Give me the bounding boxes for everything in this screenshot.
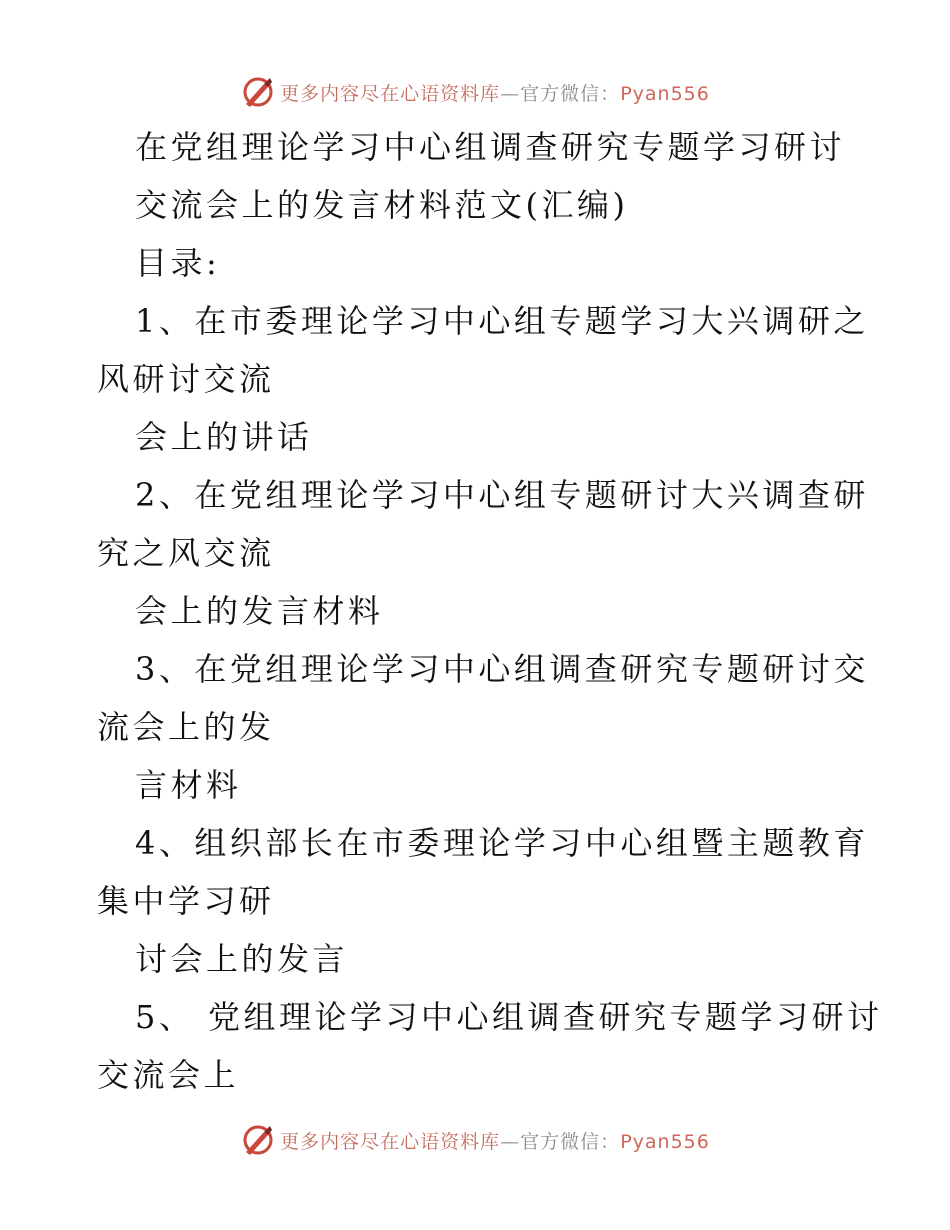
watermark-label: 官方微信： (520, 1130, 621, 1153)
watermark-header (0, 72, 950, 112)
watermark-footer (0, 1120, 950, 1160)
toc-item-1-line-a: 1、在市委理论学习中心组专题学习大兴调研之 (135, 302, 869, 340)
pen-circle-logo-icon (240, 1122, 276, 1158)
watermark-text (280, 1127, 710, 1154)
toc-item-5-line-a: 5、 党组理论学习中心组调查研究专题学习研讨 (135, 998, 883, 1036)
watermark-text (280, 79, 710, 106)
document-title-line-1: 在党组理论学习中心组调查研究专题学习研讨 (135, 128, 846, 166)
toc-item-3-line-b: 流会上的发 (97, 708, 275, 746)
toc-heading: 目录: (135, 244, 221, 282)
pen-circle-logo-icon (240, 74, 276, 110)
document-body (97, 118, 883, 1104)
toc-item-1-line-c: 会上的讲话 (135, 418, 313, 456)
watermark-label: 官方微信： (520, 82, 621, 105)
toc-item-5-line-b: 交流会上 (97, 1056, 240, 1094)
toc-item-4-line-c: 讨会上的发言 (135, 940, 349, 978)
watermark-separator: — (500, 1130, 521, 1153)
toc-item-3-line-a: 3、在党组理论学习中心组调查研究专题研讨交 (135, 650, 869, 688)
watermark-id: Pyan556 (620, 82, 710, 105)
watermark-brand: 更多内容尽在心语资料库 (280, 1130, 501, 1153)
watermark-brand: 更多内容尽在心语资料库 (280, 82, 501, 105)
toc-item-3-line-c: 言材料 (135, 766, 242, 804)
toc-item-4-line-a: 4、组织部长在市委理论学习中心组暨主题教育 (135, 824, 869, 862)
toc-item-4-line-b: 集中学习研 (97, 882, 275, 920)
toc-item-2-line-a: 2、在党组理论学习中心组专题研讨大兴调查研 (135, 476, 869, 514)
toc-item-2-line-c: 会上的发言材料 (135, 592, 384, 630)
watermark-separator: — (500, 82, 521, 105)
toc-item-2-line-b: 究之风交流 (97, 534, 275, 572)
document-title-line-2: 交流会上的发言材料范文(汇编) (135, 186, 629, 224)
watermark-id: Pyan556 (620, 1130, 710, 1153)
toc-item-1-line-b: 风研讨交流 (97, 360, 275, 398)
